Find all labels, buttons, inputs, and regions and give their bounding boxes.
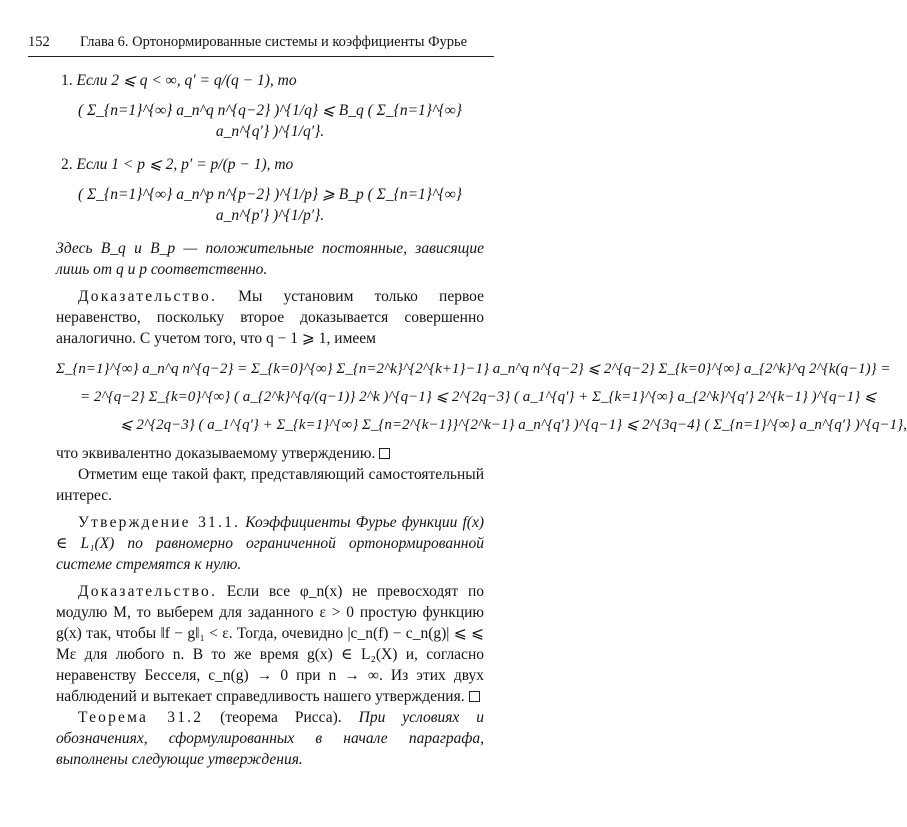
item-1-inequality: ( Σ_{n=1}^{∞} a_n^q n^{q−2} )^{1/q} ⩽ B_q ( Σ_{n=1}^{∞} a_n^{q′} )^{1/q′}.	[78, 102, 462, 140]
running-header	[28, 33, 494, 51]
chain-line-2: = 2^{q−2} Σ_{k=0}^{∞} ( a_{2^k}^{q/(q−1)} 2^k )^{q−1} ⩽ 2^{2q−3} ( a_1^{q′} + Σ_{k=1}^{∞} a_{2^k}^{q′} 2^{k−1} )^{q−1} ⩽	[80, 389, 877, 405]
proof-1-paragraph	[56, 286, 484, 349]
statement-label: Утверждение 31.1.	[78, 514, 241, 531]
statement-text: Коэффициенты Фурье функции f(x) ∈ L₁(X) по равномерно ограниченной ортонормированной системе стремятся к нулю.	[56, 514, 484, 573]
item-2	[56, 154, 484, 175]
statement-paragraph	[56, 512, 484, 575]
qed-square-icon	[379, 448, 390, 459]
proof-1-end	[56, 443, 484, 464]
item-1-condition: Если 2 ⩽ q < ∞, q′ = q/(q − 1), то	[76, 72, 297, 89]
page-number: 152	[28, 34, 50, 50]
proof-1-label: Доказательство.	[78, 288, 218, 305]
qed-square-icon	[469, 691, 480, 702]
inequality-chain	[56, 359, 907, 436]
proof-1-end-text: что эквивалентно доказываемому утверждению.	[56, 445, 376, 462]
proof-2-text: Если все φ_n(x) не превосходят по модулю M, то выберем для заданного ε > 0 простую функцию g(x) так, чтобы ‖f − g‖₁ < ε. Тогда, очевидно |c_n(f) − c_n(g)| ⩽ ⩽ Mε для любого n. В то же время g(x) ∈ L₂(X) и, согласно неравенству Бесселя, c_n(g) → 0 при n → ∞. Из этих двух наблюдений и вытекает справедливость нашего утверждения.	[56, 583, 484, 705]
chain-line-3: ⩽ 2^{2q−3} ( a_1^{q′} + Σ_{k=1}^{∞} Σ_{n=2^{k−1}}^{2^k−1} a_n^{q′} )^{q−1} ⩽ 2^{3q−4} ( Σ_{n=1}^{∞} a_n^{q′} )^{q−1},	[120, 417, 907, 433]
remark-paragraph: Отметим еще такой факт, представляющий самостоятельный интерес.	[56, 466, 484, 504]
theorem-paragraph	[56, 707, 484, 770]
running-title: Глава 6. Ортонормированные системы и коэффициенты Фурье	[80, 34, 468, 50]
item-2-inequality: ( Σ_{n=1}^{∞} a_n^p n^{p−2} )^{1/p} ⩾ B_p ( Σ_{n=1}^{∞} a_n^{p′} )^{1/p′}.	[78, 186, 462, 224]
proof-2-label: Доказательство.	[78, 583, 218, 600]
proof-2-paragraph	[56, 581, 484, 707]
proof-1-text: Мы установим только первое неравенство, поскольку второе доказывается совершенно аналогично. С учетом того, что q − 1 ⩾ 1, имеем	[56, 288, 484, 347]
theorem-label: Теорема 31.2	[78, 709, 204, 726]
note-paragraph: Здесь B_q и B_p — положительные постоянные, зависящие лишь от q и p соответственно.	[56, 240, 484, 278]
item-2-condition: Если 1 < p ⩽ 2, p′ = p/(p − 1), то	[76, 156, 294, 173]
chain-line-1: Σ_{n=1}^{∞} a_n^q n^{q−2} = Σ_{k=0}^{∞} Σ_{n=2^k}^{2^{k+1}−1} a_n^q n^{q−2} ⩽ 2^{q−2} Σ_{k=0}^{∞} a_{2^k}^q 2^{k(q−1)} =	[56, 361, 891, 377]
item-2-number: 2.	[61, 156, 73, 173]
theorem-text: При условиях и обозначениях, сформулированных в начале параграфа, выполнены следующие утверждения.	[56, 709, 484, 768]
theorem-name: (теорема Рисса).	[203, 709, 342, 726]
page-content	[56, 70, 907, 770]
header-rule	[28, 56, 494, 57]
item-1-number: 1.	[61, 72, 73, 89]
item-1	[56, 70, 484, 91]
